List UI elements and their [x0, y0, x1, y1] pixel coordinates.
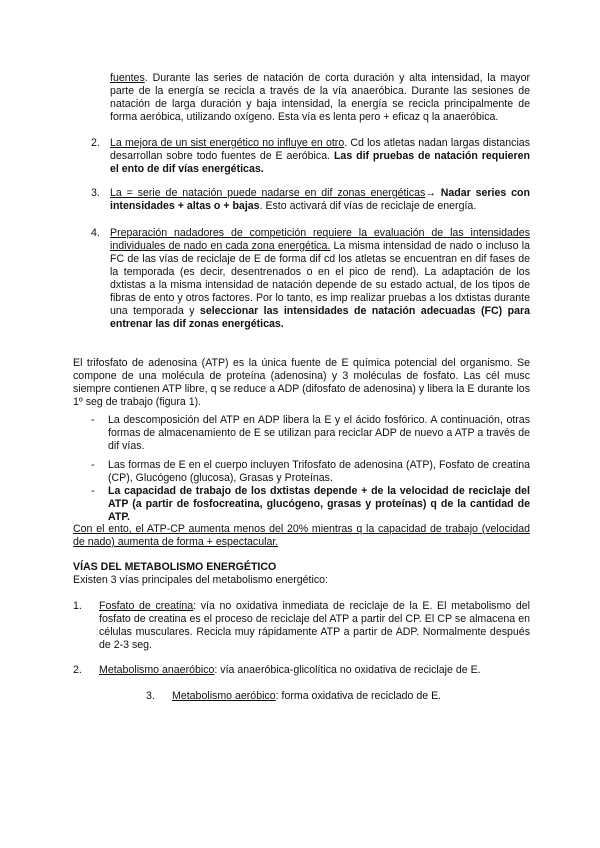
section-item-1-term: Fosfato de creatina [99, 600, 194, 612]
point-3-text: . Esto activará dif vías de reciclaje de energía. [259, 200, 477, 212]
dash-2: - [91, 459, 95, 471]
section-heading: VÍAS DEL METABOLISMO ENERGÉTICO [73, 561, 277, 573]
ento-paragraph: Con el ento, el ATP-CP aumenta menos del 20% mientras q la capacidad de trabajo (velocidad de nado) aumenta de forma + espectacular. [73, 523, 530, 548]
point-4-underlined: Preparación nadadores de competición requiere la evaluación de las intensidades individuales de nado en cada zona energética. [110, 227, 530, 252]
dash-item-2: Las formas de E en el cuerpo incluyen Trifosfato de adenosina (ATP), Fosfato de creatina (CP), Glucógeno (glucosa), Grasas y Proteínas. [108, 459, 530, 484]
point-4-paragraph [110, 227, 530, 331]
section-item-2-number: 2. [73, 664, 82, 676]
section-intro: Existen 3 vías principales del metabolismo energético: [73, 574, 328, 586]
section-item-1-number: 1. [73, 600, 82, 612]
section-item-3-text: : forma oxidativa de reciclado de E. [275, 690, 442, 702]
section-item-1 [99, 600, 530, 652]
intro-text: . Durante las series de natación de corta duración y alta intensidad, la mayor parte de la energía se recicla a través de la vía anaeróbica. Durante las sesiones de natación de larga duración y baja intensidad, la energía se recicla principalmente de forma aeróbica, utilizando oxígeno. Esta vía es lenta pero + eficaz q la anaeróbica. [110, 72, 530, 123]
dash-3: - [91, 485, 95, 497]
point-2-underlined: La mejora de un sist energético no influye en otro [110, 137, 345, 149]
section-item-2-text: : vía anaeróbica-glicolítica no oxidativa de reciclaje de E. [214, 664, 481, 676]
section-item-3 [172, 690, 530, 703]
atp-paragraph: El trifosfato de adenosina (ATP) es la única fuente de E química potencial del organismo. Se compone de una molécula de proteína (adenosina) y 3 moléculas de fosfato. Las cél musc siempre contienen ATP libre, q se reduce a ADP (difosfato de adenosina) y libera la E durante los 1º seg de trabajo (figura 1). [73, 357, 530, 408]
fuentes-term: fuentes [110, 72, 145, 84]
intro-paragraph [110, 72, 530, 124]
arrow-icon: → [425, 187, 441, 199]
point-2-paragraph [110, 137, 530, 176]
point-2-bold: Las dif pruebas de natación requieren el ento de dif vías energéticas. [110, 150, 531, 175]
section-item-2 [99, 664, 530, 677]
point-3-bold: Nadar series con intensidades + altas o + bajas [110, 187, 530, 212]
point-4-bold: seleccionar las intensidades de natación adecuadas (FC) para entrenar las dif zonas energéticas. [110, 305, 530, 330]
section-item-2-term: Metabolismo anaeróbico [99, 664, 215, 676]
section-item-3-number: 3. [146, 690, 155, 702]
point-3-paragraph [110, 187, 530, 213]
point-2-text: . Cd los atletas nadan largas distancias desarrollan sobre todo fuentes de E aeróbica. [110, 137, 530, 162]
point-4-number: 4. [91, 227, 100, 239]
dash-item-3: La capacidad de trabajo de los dxtistas depende + de la velocidad de reciclaje del ATP (a partir de fosfocreatina, glucógeno, grasas y proteínas) q de la cantidad de ATP. [108, 485, 530, 523]
section-item-3-term: Metabolismo aeróbico [172, 690, 276, 702]
point-3-number: 3. [91, 187, 100, 199]
dash-1: - [91, 414, 95, 426]
point-2-number: 2. [91, 137, 100, 149]
section-item-1-text: : vía no oxidativa inmediata de reciclaje de la E. El metabolismo del fosfato de creatina es el proceso de reciclaje del ATP a partir del CP. El CP se almacena en células musculares. Recicla muy rápidamente ATP a partir de ADP. Normalmente después de 2-3 seg. [99, 600, 530, 651]
dash-item-1: La descomposición del ATP en ADP libera la E y el ácido fosfórico. A continuación, otras formas de almacenamiento de E se utilizan para reciclar ADP de nuevo a ATP a través de dif vías. [108, 414, 530, 452]
point-4-text: La misma intensidad de nado o incluso la FC de las vías de reciclaje de E de forma dif cd los atletas se encuentran en dif fases de la temporada (es decir, desentrenados o en el pico de rend). La adaptación de los dxtistas a la misma intensidad de natación depende de su estado actual, de los tipos de fibras de ento y otros factores. Por lo tanto, es imp realizar pruebas a los dxtistas durante una temporada y [110, 240, 530, 317]
point-3-underlined: La = serie de natación puede nadarse en dif zonas energéticas [110, 187, 426, 199]
